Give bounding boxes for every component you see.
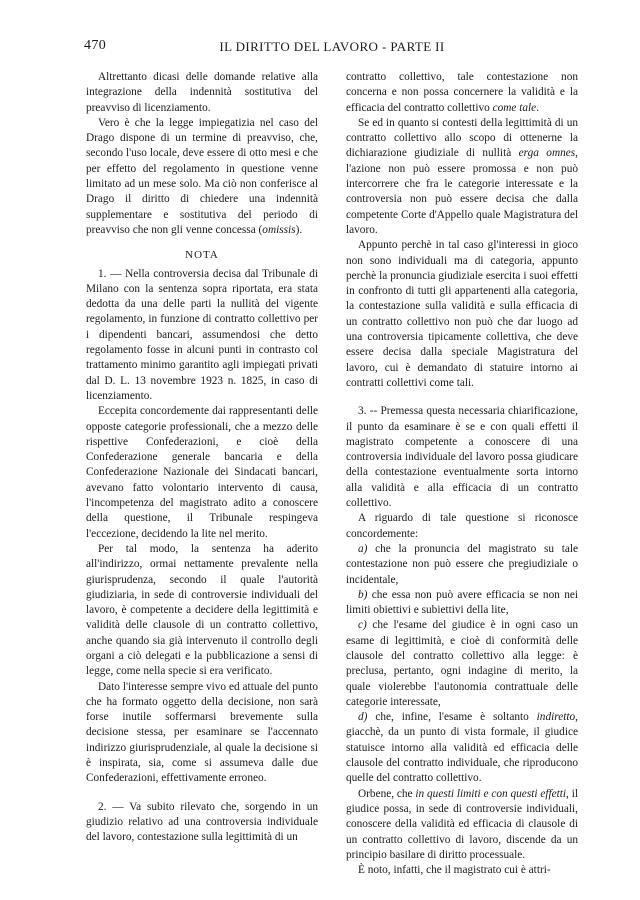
- paragraph: Vero è che la legge impiegatizia nel caso del Drago dispone di un termine di preavviso, che, secondo l'uso locale, deve essere di otto mesi e che per effetto del regolamento in questione venne limitato ad un mese solo. Ma ciò non conferisce al Drago il diritto di chiedere una indennità supplementare e sostitutiva del periodo di preavviso che non gli venne concessa (omissis).: [86, 116, 318, 236]
- paragraph: Eccepita concordemente dai rappresentanti delle opposte categorie professionali, che a mezzo delle rispettive Confederazioni, e cioè della Confederazione generale bancaria e della Confederazione Nazionale dei Sindacati bancari, avevano fatto volontario intervento di causa, l'incompetenza del magistrato adito a conoscere della questione, il Tribunale respingeva l'eccezione, decidendo la lite nel merito.: [86, 405, 318, 540]
- paragraph: contratto collettivo, tale contestazione non concerna e non possa concernere la validità e la efficacia del contratto collettivo come tale.: [346, 71, 578, 114]
- list-item: d) che, infine, l'esame è soltanto indiretto, giacchè, da un punto di vista formale, il giudice statuisce intorno alla validità ed efficacia delle clausole del contratto individuale, che riproducono quelle del contratto collettivo.: [346, 711, 578, 785]
- list-item: c) che l'esame del giudice è in ogni caso un esame di legittimità, e cioè di conformità delle clausole del contratto collettivo alla legge: è preclusa, pertanto, ogni indagine di merito, la quale violerebbe l'autonomia contrattuale delle categorie interessate,: [346, 619, 578, 708]
- right-column: [346, 70, 578, 878]
- paragraph: Dato l'interesse sempre vivo ed attuale del punto che ha formato oggetto della decisione, non sarà forse inutile soffermarsi brevemente sulla decisione stessa, per esaminare se l'accennato indirizzo giurisprudenziale, al quale la decisione si è inspirata, sia, come si assumeva dalle due Confederazioni, effettivamente erroneo.: [86, 680, 318, 785]
- nota-heading: NOTA: [185, 249, 219, 262]
- list-item: a) che la pronuncia del magistrato su tale contestazione non può essere che pregiudiziale o incidentale,: [346, 542, 578, 586]
- paragraph: Appunto perchè in tal caso gl'interessi in gioco non sono individuali ma di categoria, appunto perchè la pronuncia giudiziale esercita i suoi effetti in confronto di tutti gli appartenenti alla categoria, la contestazione sulla validità e sulla efficacia di un contratto collettivo non può che dar luogo ad una controversia tipicamente collettiva, che deve essere decisa dalla speciale Magistratura del lavoro, cui è demandato di statuire intorno ai contratti collettivi come tali.: [346, 239, 578, 389]
- paragraph: 3. -- Premessa questa necessaria chiarificazione, il punto da esaminare è se e con quali effetti il magistrato competente a conoscere di una controversia individuale del lavoro possa giudicare della contestazione eventualmente sorta intorno alla validità e alla efficacia di un contratto collettivo.: [346, 405, 578, 510]
- paragraph: 1. — Nella controversia decisa dal Tribunale di Milano con la sentenza sopra riportata, era stata dedotta da una delle parti la nullità del vigente regolamento, in funzione di contratto collettivo per i dipendenti bancari, assumendosi che detto regolamento fosse in alcuni punti in contrasto col trattamento minimo garantito agli impiegati privati dal D. L. 13 novembre 1923 n. 1825, in caso di licenziamento.: [86, 267, 318, 402]
- paragraph: A riguardo di tale questione si riconosce concordemente:: [346, 512, 578, 540]
- page-number: 470: [84, 38, 107, 53]
- paragraph: Orbene, che in questi limiti e con questi effetti, il giudice possa, in sede di controversie individuali, conoscere della validità ed efficacia di clausole di un contratto collettivo di lavoro, discende da un principio basilare di diritto processuale.: [346, 787, 578, 861]
- paragraph: È noto, infatti, che il magistrato cui è attri-: [358, 864, 551, 877]
- page-header: [84, 38, 580, 60]
- paragraph: Altrettanto dicasi delle domande relative alla integrazione della indennità sostitutiva del preavviso di licenziamento.: [86, 71, 318, 114]
- paragraph: 2. — Va subito rilevato che, sorgendo in un giudizio relativo ad una controversia individuale del lavoro, contestazione sulla legittimità di un: [86, 800, 318, 844]
- list-item: b) che essa non può avere efficacia se non nei limiti obiettivi e subiettivi della lite,: [346, 588, 578, 617]
- running-title: IL DIRITTO DEL LAVORO - PARTE II: [219, 39, 445, 54]
- paragraph: Per tal modo, la sentenza ha aderito all'indirizzo, ormai nettamente prevalente nella giurisprudenza, secondo il quale l'autorità giudiziaria, in sede di controversie individuali del lavoro, è competente a decidere della legittimità e validità delle clausole di un contratto collettivo, anche quando sia già intervenuto il controllo degli organi a ciò delegati e la pubblicazione a sensi di legge, come nella specie si era verificato.: [86, 542, 318, 678]
- paragraph: Se ed in quanto si contesti della legittimità di un contratto collettivo allo scopo di ottenerne la dichiarazione giudiziale di nullità erga omnes, l'azione non può essere promossa e non può intercorrere che fra le categorie interessate e la controversia non può essere decisa che dalla competente Corte d'Appello quale Magistratura del lavoro.: [346, 116, 578, 236]
- left-column: [86, 70, 318, 846]
